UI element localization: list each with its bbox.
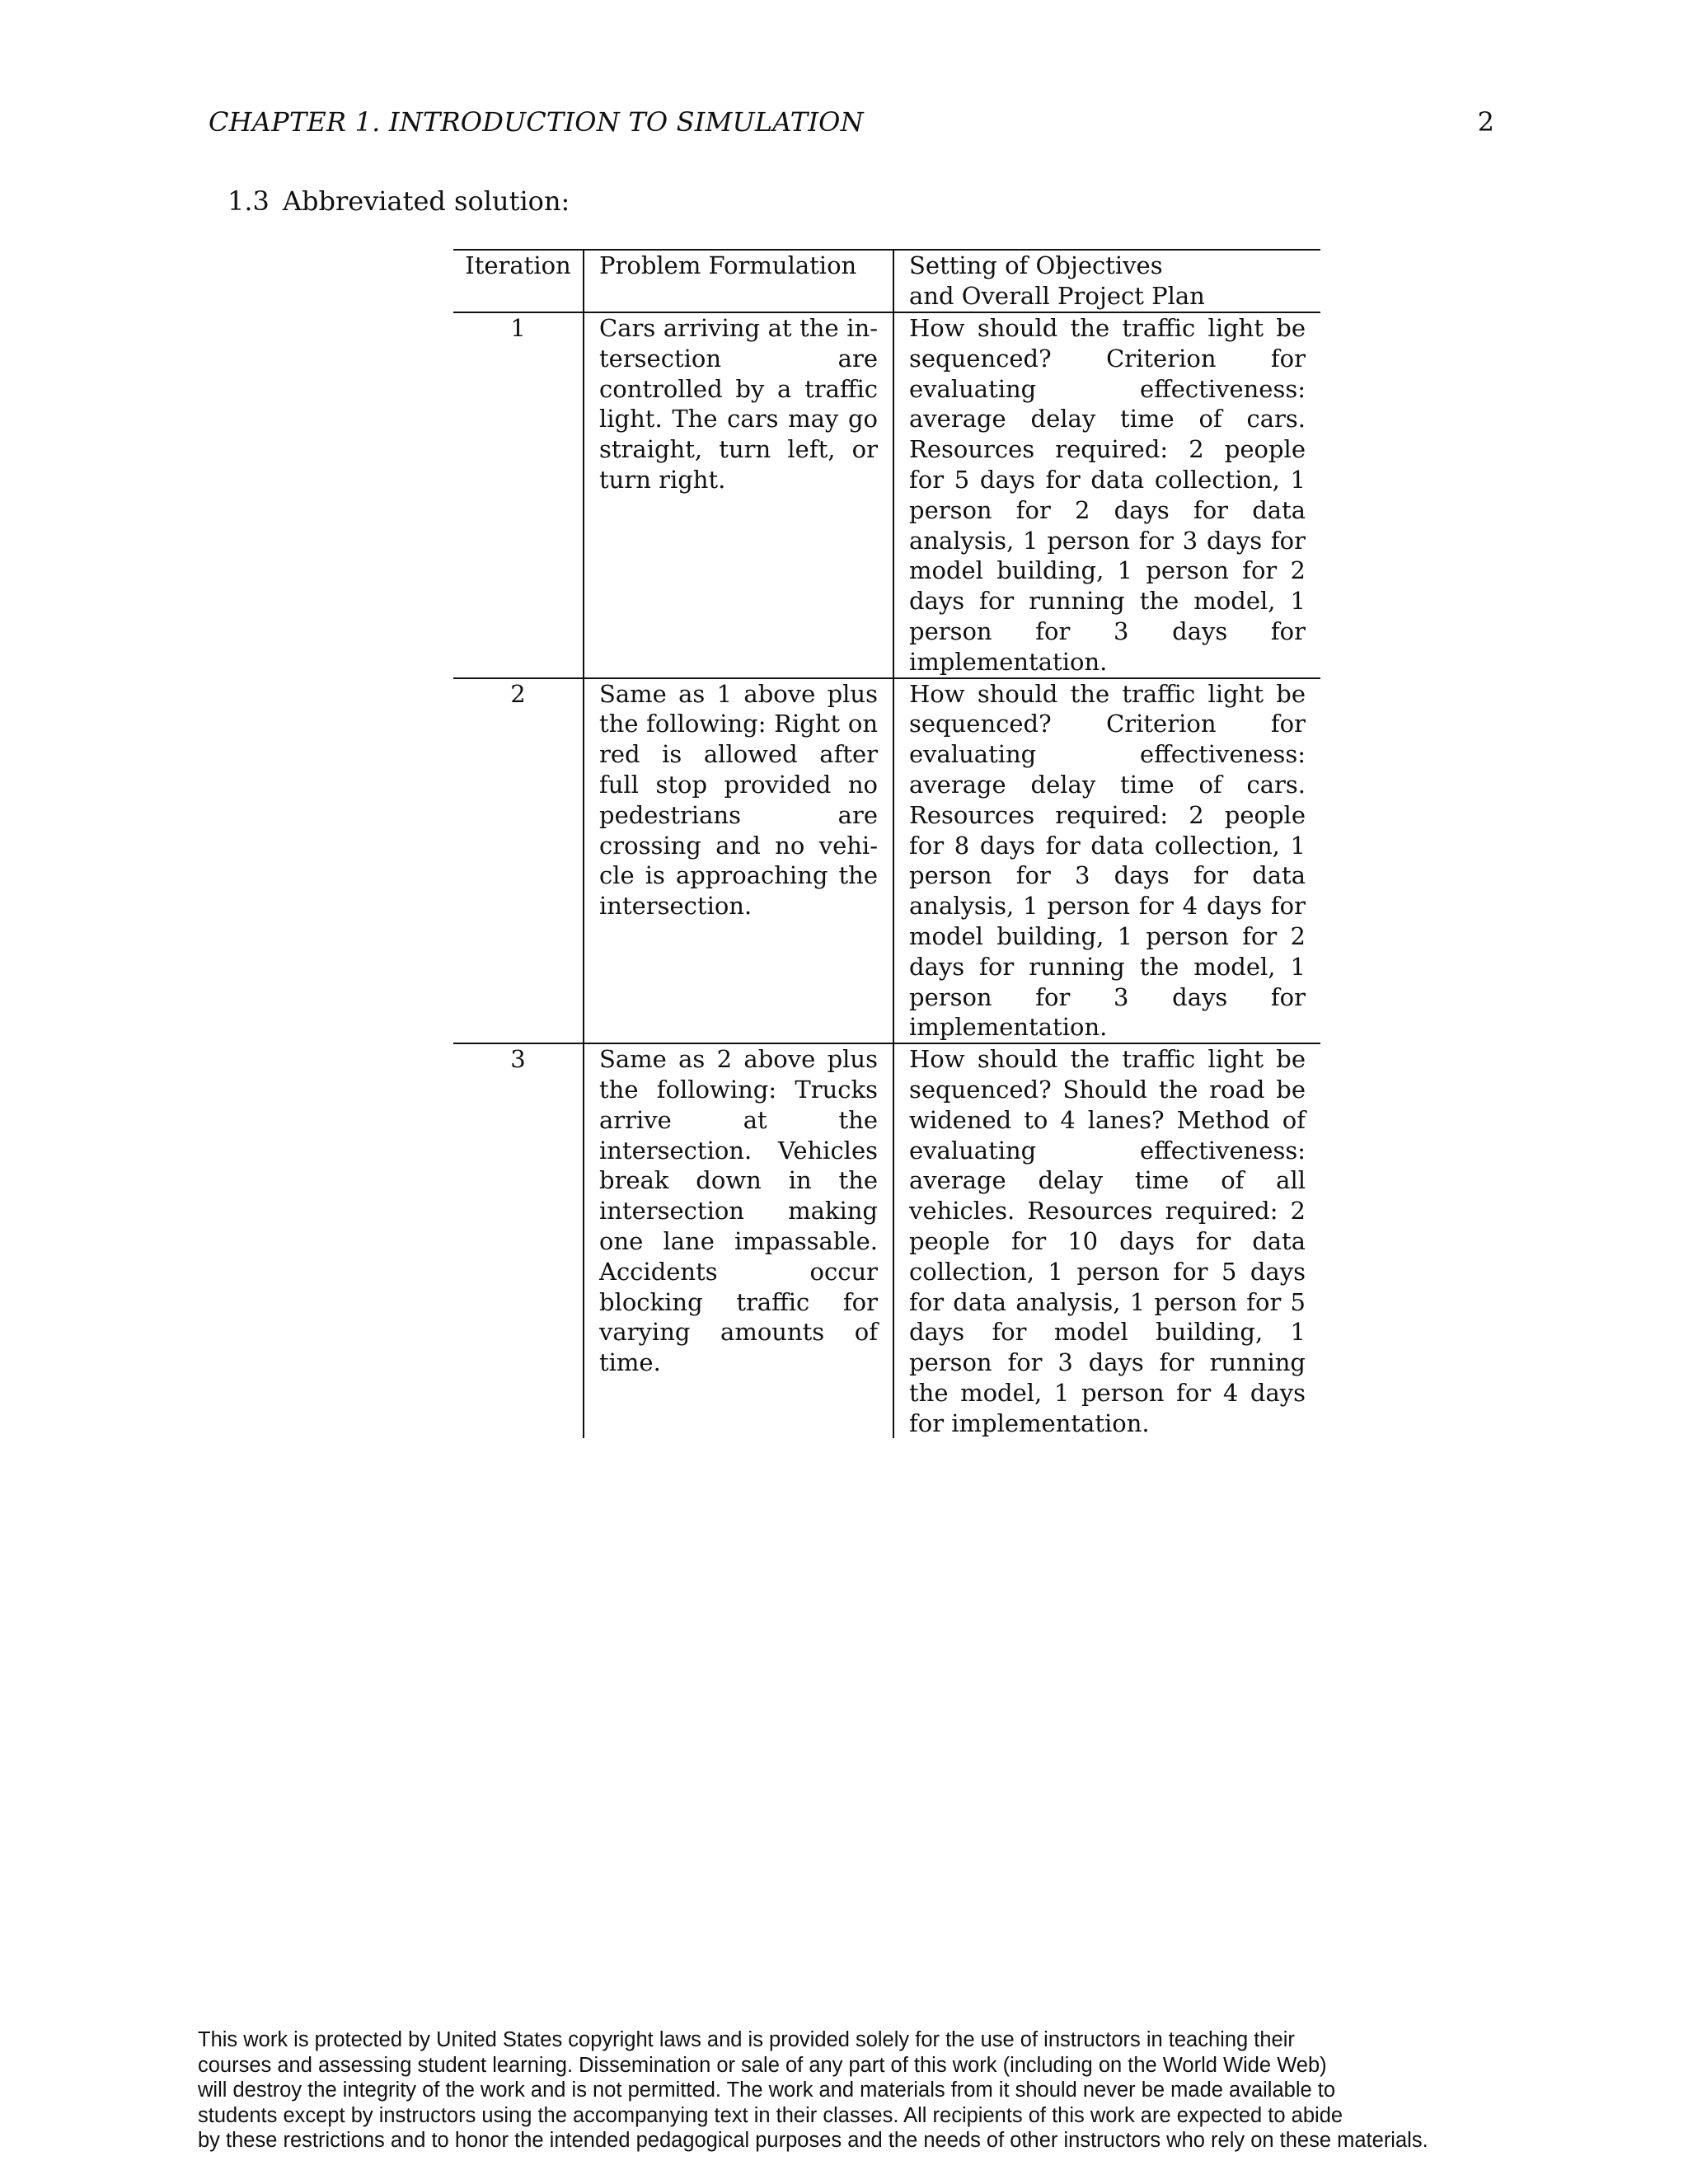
section-heading — [227, 183, 570, 219]
problem-formulation-cell: Cars arriving at the intersection are controlled by a traffic light. The cars may go straight, turn left, or turn right. — [584, 312, 893, 678]
copyright-notice — [198, 2027, 1508, 2154]
copyright-line: students except by instructors using the accompanying text in their classes. All recipients of this work are expected to abide — [198, 2103, 1343, 2127]
table-row — [453, 1043, 1320, 1438]
header-objectives-line1: Setting of Objectives — [909, 251, 1163, 279]
header-problem-formulation: Problem Formulation — [584, 250, 893, 312]
iteration-number: 2 — [453, 678, 584, 1044]
iteration-number: 3 — [453, 1043, 584, 1438]
header-objectives-line2: and Overall Project Plan — [909, 281, 1205, 310]
table-row — [453, 312, 1320, 678]
objectives-cell: How should the traffic light be sequenced? Criterion for evaluating effectiveness: average delay time of cars. Resources required: 2 people for 5 days for data collection, 1 person for 2 days for data analysis, 1 person for 3 days for model building, 1 person for 2 days for running the model, 1 person for 3 days for implementation. — [893, 312, 1320, 678]
header-iteration: Iteration — [453, 250, 584, 312]
objectives-cell: How should the traffic light be sequenced? Criterion for evaluating effectiveness: average delay time of cars. Resources required: 2 people for 8 days for data collection, 1 person for 3 days for data analysis, 1 person for 4 days for model building, 1 person for 2 days for running the model, 1 person for 3 days for implementation. — [893, 678, 1320, 1044]
chapter-title: CHAPTER 1. INTRODUCTION TO SIMULATION — [209, 106, 864, 138]
problem-formulation-cell: Same as 2 above plus the following: Trucks arrive at the intersection. Vehicles break down in the intersection making one lane impassable. Accidents occur blocking traffic for varying amounts of time. — [584, 1043, 893, 1438]
header-objectives — [893, 250, 1320, 312]
section-number: 1.3 — [227, 185, 270, 217]
copyright-line: This work is protected by United States copyright laws and is provided solely for the use of instructors in teaching their — [198, 2028, 1295, 2051]
page-number: 2 — [1477, 106, 1494, 138]
copyright-line: courses and assessing student learning. Dissemination or sale of any part of this work (including on the World Wide Web) — [198, 2053, 1327, 2077]
objectives-cell: How should the traffic light be sequenced? Should the road be widened to 4 lanes? Method of evaluating effectiveness: average delay time of all vehicles. Resources required: 2 people for 10 days for data collection, 1 person for 5 days for data analysis, 1 person for 5 days for model building, 1 person for 3 days for running the model, 1 person for 4 days for implementation. — [909, 1045, 1306, 1437]
copyright-line: will destroy the integrity of the work and is not permitted. The work and materials from it should never be made available to — [198, 2079, 1336, 2102]
iteration-number: 1 — [453, 312, 584, 678]
table-row — [453, 678, 1320, 1044]
problem-formulation-cell: Same as 1 above plus the following: Right on red is allowed after full stop provided no pedestrians are crossing and no vehicle is approaching the intersection. — [584, 678, 893, 1044]
running-head — [209, 104, 1494, 140]
solution-table — [453, 249, 1320, 1438]
section-title: Abbreviated solution: — [282, 185, 570, 217]
table-header-row — [453, 250, 1320, 312]
copyright-line: by these restrictions and to honor the intended pedagogical purposes and the needs of other instructors who rely on these materials. — [198, 2129, 1428, 2152]
